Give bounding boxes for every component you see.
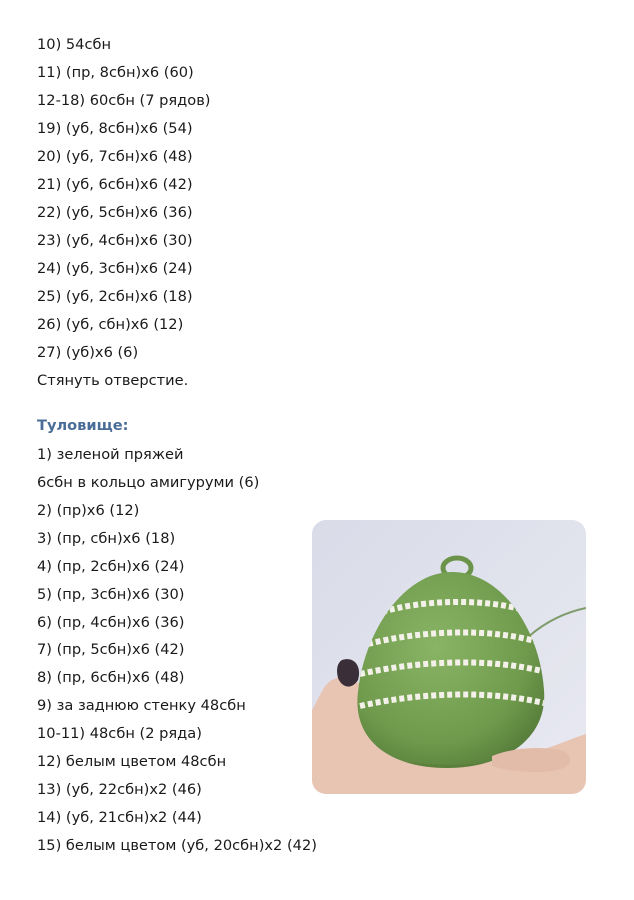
body-row-3: 3) (пр, сбн)х6 (18) xyxy=(37,530,176,547)
row-19: 19) (уб, 8сбн)х6 (54) xyxy=(37,120,193,137)
row-20: 20) (уб, 7сбн)х6 (48) xyxy=(37,148,193,165)
row-10: 10) 54сбн xyxy=(37,36,112,53)
row-21: 21) (уб, 6сбн)х6 (42) xyxy=(37,176,193,193)
body-row-4: 4) (пр, 2сбн)х6 (24) xyxy=(37,558,185,575)
row-24: 24) (уб, 3сбн)х6 (24) xyxy=(37,260,193,277)
body-row-10-11: 10-11) 48сбн (2 ряда) xyxy=(37,725,202,742)
row-23: 23) (уб, 4сбн)х6 (30) xyxy=(37,232,193,249)
body-row-1: 1) зеленой пряжей xyxy=(37,446,184,463)
body-row-1-ring: 6сбн в кольцо амигуруми (6) xyxy=(37,474,260,491)
body-row-15: 15) белым цветом (уб, 20сбн)х2 (42) xyxy=(37,837,317,854)
body-row-6: 6) (пр, 4сбн)х6 (36) xyxy=(37,614,185,631)
body-row-13: 13) (уб, 22сбн)х2 (46) xyxy=(37,781,202,798)
row-25: 25) (уб, 2сбн)х6 (18) xyxy=(37,288,193,305)
section-title-body: Туловище: xyxy=(37,417,129,434)
body-row-12: 12) белым цветом 48сбн xyxy=(37,753,227,770)
body-row-9: 9) за заднюю стенку 48сбн xyxy=(37,697,246,714)
row-22: 22) (уб, 5сбн)х6 (36) xyxy=(37,204,193,221)
row-26: 26) (уб, сбн)х6 (12) xyxy=(37,316,184,333)
body-row-5: 5) (пр, 3сбн)х6 (30) xyxy=(37,586,185,603)
body-row-8: 8) (пр, 6сбн)х6 (48) xyxy=(37,669,185,686)
row-12-18: 12-18) 60сбн (7 рядов) xyxy=(37,92,211,109)
row-11: 11) (пр, 8сбн)х6 (60) xyxy=(37,64,194,81)
close-opening-note: Стянуть отверстие. xyxy=(37,372,189,389)
body-row-14: 14) (уб, 21сбн)х2 (44) xyxy=(37,809,202,826)
crochet-green-ball-photo xyxy=(312,520,586,794)
row-27: 27) (уб)х6 (6) xyxy=(37,344,139,361)
body-row-7: 7) (пр, 5сбн)х6 (42) xyxy=(37,641,185,658)
body-row-2: 2) (пр)х6 (12) xyxy=(37,502,140,519)
